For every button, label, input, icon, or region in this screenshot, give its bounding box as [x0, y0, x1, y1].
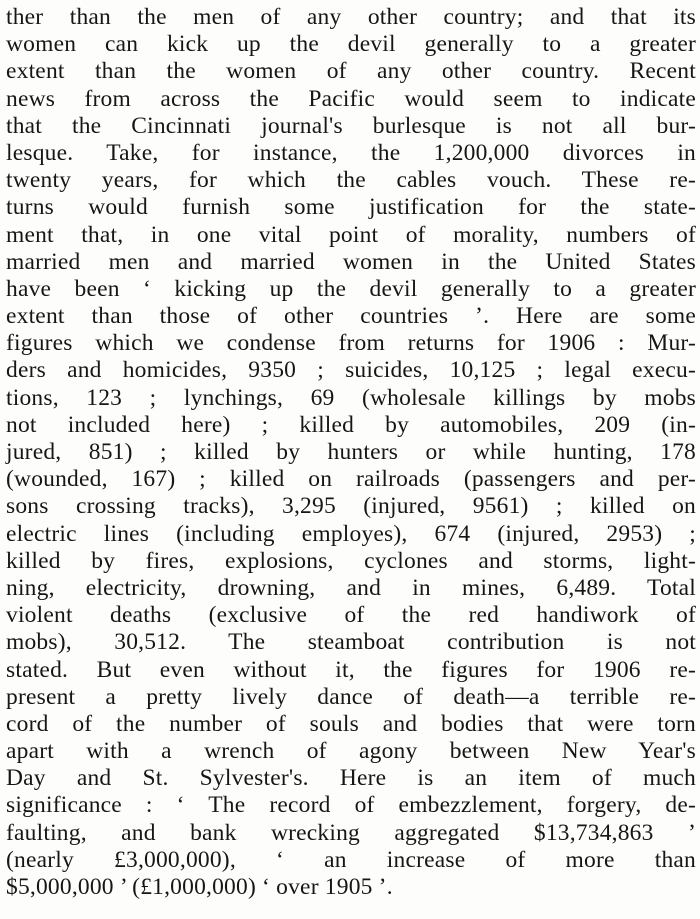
- text-line: twenty years, for which the cables vouch. These re-: [6, 167, 696, 194]
- text-line: present a pretty lively dance of death—a terrible re-: [6, 683, 696, 710]
- text-line: cord of the number of souls and bodies that were torn: [6, 710, 696, 737]
- body-paragraph: [6, 4, 696, 901]
- text-line: not included here) ; killed by automobiles, 209 (in-: [6, 411, 696, 438]
- text-line: $5,000,000 ’ (£1,000,000) ‘ over 1905 ’.: [6, 874, 393, 900]
- text-line: faulting, and bank wrecking aggregated $13,734,863 ’: [6, 819, 696, 846]
- text-line: figures which we condense from returns for 1906 : Mur-: [6, 330, 696, 357]
- text-line: tions, 123 ; lynchings, 69 (wholesale killings by mobs: [6, 384, 696, 411]
- text-line: violent deaths (exclusive of the red handiwork of: [6, 602, 696, 629]
- text-line: stated. But even without it, the figures for 1906 re-: [6, 656, 696, 683]
- text-line: (wounded, 167) ; killed on railroads (passengers and per-: [6, 466, 696, 493]
- text-line: significance : ‘ The record of embezzlement, forgery, de-: [6, 792, 696, 819]
- text-line: Day and St. Sylvester's. Here is an item of much: [6, 765, 696, 792]
- text-line: news from across the Pacific would seem to indicate: [6, 85, 696, 112]
- text-line: extent than those of other countries ’. Here are some: [6, 303, 696, 330]
- text-line: sons crossing tracks), 3,295 (injured, 9561) ; killed on: [6, 493, 696, 520]
- text-line: married men and married women in the United States: [6, 248, 696, 275]
- text-line: that the Cincinnati journal's burlesque is not all bur-: [6, 112, 696, 139]
- text-line: women can kick up the devil generally to a greater: [6, 31, 696, 58]
- text-line: have been ‘ kicking up the devil generally to a greater: [6, 275, 696, 302]
- text-line: ther than the men of any other country; and that its: [6, 4, 696, 30]
- text-line: turns would furnish some justification for the state-: [6, 194, 696, 221]
- text-line: extent than the women of any other country. Recent: [6, 58, 696, 85]
- text-line: lesque. Take, for instance, the 1,200,000 divorces in: [6, 139, 696, 166]
- text-line: jured, 851) ; killed by hunters or while hunting, 178: [6, 439, 696, 465]
- text-line: (nearly £3,000,000), ‘ an increase of more than: [6, 846, 696, 873]
- text-line: ning, electricity, drowning, and in mines, 6,489. Total: [6, 574, 696, 601]
- text-line: electric lines (including employes), 674 (injured, 2953) ;: [6, 520, 696, 547]
- text-line: ment that, in one vital point of morality, numbers of: [6, 221, 696, 248]
- text-line: killed by fires, explosions, cyclones and storms, light-: [6, 547, 696, 574]
- text-line: mobs), 30,512. The steamboat contribution is not: [6, 629, 696, 656]
- text-line: apart with a wrench of agony between New Year's: [6, 738, 696, 765]
- text-line: ders and homicides, 9350 ; suicides, 10,125 ; legal execu-: [6, 357, 696, 384]
